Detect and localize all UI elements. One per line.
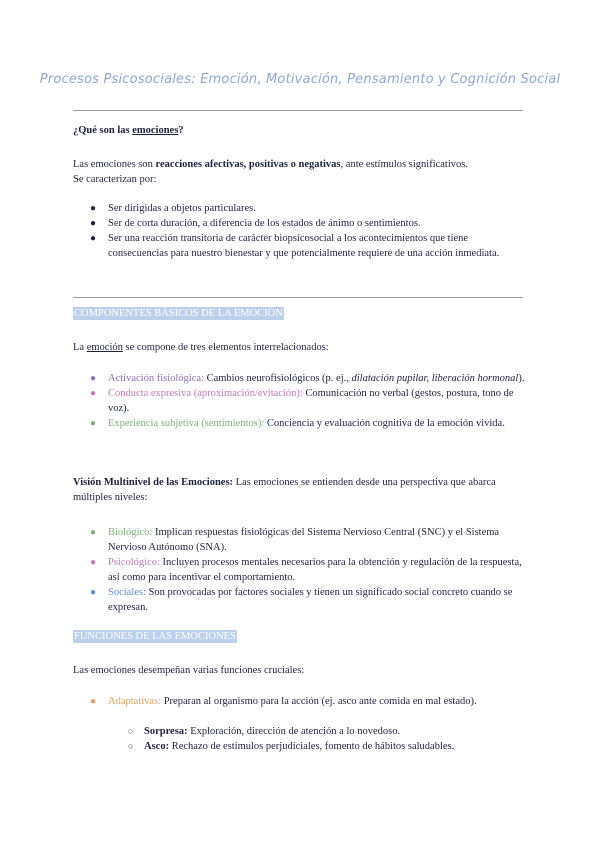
intro-word: emoción	[86, 342, 123, 353]
level-text: Implican respuestas fisiológicas del Sistema Nervioso Central (SNC) y el Sistema Nervioso Autónomo (SNA).	[108, 527, 500, 553]
level-label: Psicológico:	[108, 557, 160, 568]
definition-line2: Se caracterizan por:	[73, 174, 157, 185]
bullet-icon: ●	[90, 373, 97, 384]
component-end: ).	[518, 373, 525, 384]
bullet-icon: ●	[90, 557, 97, 568]
component-italic: dilatación pupilar, liberación hormonal	[351, 373, 519, 384]
question-prefix: ¿Qué son las	[73, 125, 133, 136]
adaptive-sublist	[128, 724, 528, 754]
list-item	[90, 386, 530, 416]
multilevel-bold: Visión Multinivel de las Emociones:	[73, 477, 234, 488]
component-text: Cambios neurofisiológicos (p. ej.,	[203, 373, 352, 384]
bullet-icon: ●	[90, 203, 97, 214]
function-text: Preparan al organismo para la acción (ej. asco ante comida en mal estado).	[161, 696, 477, 707]
list-item	[90, 216, 530, 231]
component-text: Conciencia y evaluación cognitiva de la emoción vivida.	[264, 418, 505, 429]
component-label: Conducta expresiva (aproximación/evitación):	[108, 388, 303, 399]
circle-bullet-icon: ○	[128, 741, 134, 751]
sub-text: Rechazo de estímulos perjudiciales, fomento de hábitos saludables.	[169, 741, 455, 752]
sub-label: Sorpresa:	[144, 726, 188, 737]
page-title: Procesos Psicosociales: Emoción, Motivación, Pensamiento y Cognición Social	[39, 72, 561, 87]
section-heading-components: COMPONENTES BÁSICOS DE LA EMOCIÓN	[74, 308, 283, 319]
definition-paragraph	[73, 157, 533, 187]
question-word: emociones	[132, 125, 179, 136]
intro-suffix: se compone de tres elementos interrelacionados:	[122, 342, 329, 353]
component-label: Activación fisiológica:	[108, 373, 204, 384]
list-item	[128, 739, 528, 754]
level-label: Biológico:	[108, 527, 153, 538]
question-suffix: ?	[178, 125, 184, 136]
multilevel-paragraph	[73, 475, 533, 505]
level-text: Incluyen procesos mentales necesarios para la obtención y regulación de la respuesta, así como para incentivar el comportamiento.	[108, 557, 522, 583]
list-item-text: Ser una reacción transitoria de carácter biopsicosocial a los acontecimientos que tiene consecuencias para nuestro bienestar y que potencialmente requiere de una acción inmediata.	[108, 233, 500, 259]
bullet-icon: ●	[90, 233, 97, 244]
title-divider	[73, 110, 523, 111]
component-text: Comunicación no verbal (gestos, postura, tono de voz).	[108, 388, 514, 414]
components-intro	[73, 340, 533, 355]
section-heading-functions: FUNCIONES DE LAS EMOCIONES	[74, 631, 236, 642]
list-item	[90, 694, 530, 709]
definition-suffix: , ante estímulos significativos.	[340, 159, 468, 170]
intro-prefix: La	[73, 342, 87, 353]
list-item	[90, 525, 530, 555]
component-label: Experiencia subjetiva (sentimientos):	[108, 418, 265, 429]
circle-bullet-icon: ○	[128, 726, 134, 736]
sub-label: Asco:	[144, 741, 170, 752]
bullet-icon: ●	[90, 218, 97, 229]
list-item	[90, 371, 530, 386]
bullet-icon: ●	[90, 418, 97, 429]
functions-list	[90, 694, 530, 709]
definition-prefix: Las emociones son	[73, 159, 156, 170]
list-item	[90, 585, 530, 615]
list-item	[90, 231, 530, 261]
multilevel-text: Las emociones se entienden desde una perspectiva que abarca múltiples niveles:	[73, 477, 496, 503]
list-item	[90, 555, 530, 585]
components-list	[90, 371, 530, 431]
list-item	[90, 201, 530, 216]
list-item-text: Ser dirigidas a objetos particulares.	[108, 203, 256, 214]
functions-intro: Las emociones desempeñan varias funciones cruciales:	[73, 665, 305, 676]
list-item	[128, 724, 528, 739]
section-divider	[73, 297, 523, 298]
level-label: Sociales:	[108, 587, 146, 598]
characteristics-list	[90, 201, 530, 261]
function-label: Adaptativas:	[108, 696, 162, 707]
bullet-icon: ●	[90, 527, 97, 538]
list-item	[90, 416, 530, 431]
question-heading	[73, 123, 533, 138]
bullet-icon: ●	[90, 696, 97, 707]
bullet-icon: ●	[90, 388, 97, 399]
sub-text: Exploración, dirección de atención a lo novedoso.	[187, 726, 401, 737]
definition-bold: reacciones afectivas, positivas o negativas	[155, 159, 341, 170]
bullet-icon: ●	[90, 587, 97, 598]
level-text: Son provocadas por factores sociales y tienen un significado social concreto cuando se expresan.	[108, 587, 513, 613]
levels-list	[90, 525, 530, 615]
list-item-text: Ser de corta duración, a diferencia de los estados de ánimo o sentimientos.	[108, 218, 421, 229]
